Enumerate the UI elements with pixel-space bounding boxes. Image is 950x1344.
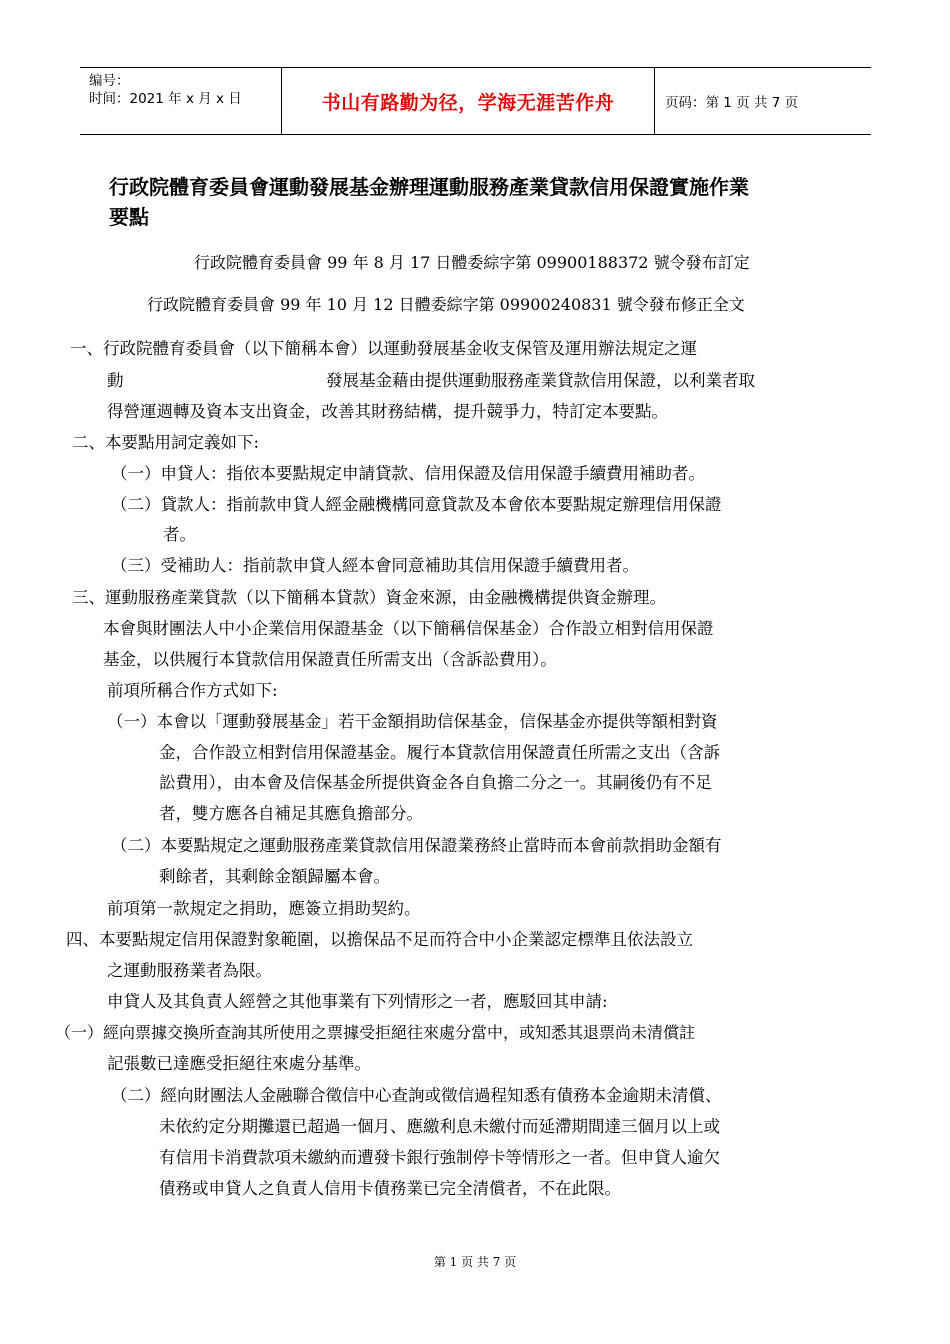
paragraph-line: （二）經向財團法人金融聯合徵信中心查詢或徵信過程知悉有債務本金逾期未清償、 — [111, 1086, 722, 1105]
paragraph-line: 本會與財團法人中小企業信用保證基金（以下簡稱信保基金）合作設立相對信用保證 — [103, 619, 714, 638]
paragraph-line: 動 — [107, 371, 124, 390]
paragraph-line: 四、本要點規定信用保證對象範圍，以擔保品不足而符合中小企業認定標準且依法設立 — [66, 930, 693, 949]
title-line-2: 要點 — [109, 205, 149, 229]
paragraph-line: 基金，以供履行本貸款信用保證責任所需支出（含訴訟費用）。 — [103, 650, 557, 669]
decree-1: 行政院體育委員會 99 年 8 月 17 日體委綜字第 09900188372 號令發布訂定 — [194, 253, 750, 272]
header-table — [80, 67, 871, 135]
paragraph-line: 前項所稱合作方式如下: — [107, 681, 278, 700]
paragraph-line: 前項第一款規定之捐助，應簽立捐助契約。 — [107, 899, 421, 918]
paragraph-line: 剩餘者，其剩餘金額歸屬本會。 — [159, 867, 390, 886]
title-line-1: 行政院體育委員會運動發展基金辦理運動服務產業貸款信用保證實施作業 — [109, 175, 749, 199]
paragraph-line: （二）貸款人：指前款申貸人經金融機構同意貸款及本會依本要點規定辦理信用保證 — [111, 495, 722, 514]
paragraph-line: （一）申貸人：指依本要點規定申請貸款、信用保證及信用保證手續費用補助者。 — [111, 464, 705, 483]
date-label: 时间：2021 年 x 月 x 日 — [89, 91, 242, 107]
paragraph-line: 者。 — [163, 525, 196, 544]
paragraph-line: 得營運週轉及資本支出資金，改善其財務結構，提升競爭力，特訂定本要點。 — [107, 402, 668, 421]
paragraph-line: 一、行政院體育委員會（以下簡稱本會）以運動發展基金收支保管及運用辦法規定之運 — [70, 339, 697, 358]
paragraph-line: 訟費用），由本會及信保基金所提供資金各自負擔二分之一。其嗣後仍有不足 — [159, 773, 712, 792]
motto: 书山有路勤为径，学海无涯苦作舟 — [281, 68, 655, 134]
paragraph-line: 記張數已達應受拒絕往來處分基準。 — [107, 1054, 371, 1073]
paragraph-line: 發展基金藉由提供運動服務產業貸款信用保證，以利業者取 — [326, 371, 755, 390]
page-footer: 第 1 页 共 7 页 — [433, 1255, 517, 1269]
paragraph-line: （三）受補助人：指前款申貸人經本會同意補助其信用保證手續費用者。 — [111, 556, 639, 575]
paragraph-line: 債務或申貸人之負責人信用卡債務業已完全清償者，不在此限。 — [159, 1179, 621, 1198]
paragraph-line: 之運動服務業者為限。 — [107, 961, 272, 980]
paragraph-line: 二、本要點用詞定義如下: — [72, 433, 260, 452]
paragraph-line: 有信用卡消費款項未繳納而遭發卡銀行強制停卡等情形之一者。但申貸人逾欠 — [159, 1148, 720, 1167]
paragraph-line: 者，雙方應各自補足其應負擔部分。 — [159, 804, 423, 823]
decree-2: 行政院體育委員會 99 年 10 月 12 日體委綜字第 09900240831 號令發布修正全文 — [147, 295, 745, 314]
document-title — [109, 172, 854, 232]
paragraph-line: （一）經向票據交換所查詢其所使用之票據受拒絕往來處分當中，或知悉其退票尚未清償註 — [55, 1023, 696, 1042]
paragraph-line: 金，合作設立相對信用保證基金。履行本貸款信用保證責任所需之支出（含訴 — [159, 743, 720, 762]
paragraph-line: （一）本會以「運動發展基金」若干金額捐助信保基金，信保基金亦提供等額相對資 — [107, 712, 718, 731]
paragraph-line: 申貸人及其負責人經營之其他事業有下列情形之一者，應駁回其申請: — [107, 992, 608, 1011]
paragraph-line: 未依約定分期攤還已超過一個月、應繳利息未繳付而延滯期間達三個月以上或 — [159, 1117, 720, 1136]
number-label: 编号： — [89, 73, 130, 89]
paragraph-line: 三、運動服務產業貸款（以下簡稱本貸款）資金來源，由金融機構提供資金辦理。 — [72, 588, 666, 607]
paragraph-line: （二）本要點規定之運動服務產業貸款信用保證業務終止當時而本會前款捐助金額有 — [111, 836, 722, 855]
header-left-cell — [80, 68, 281, 134]
page-info: 页码：第 1 页 共 7 页 — [665, 95, 799, 111]
